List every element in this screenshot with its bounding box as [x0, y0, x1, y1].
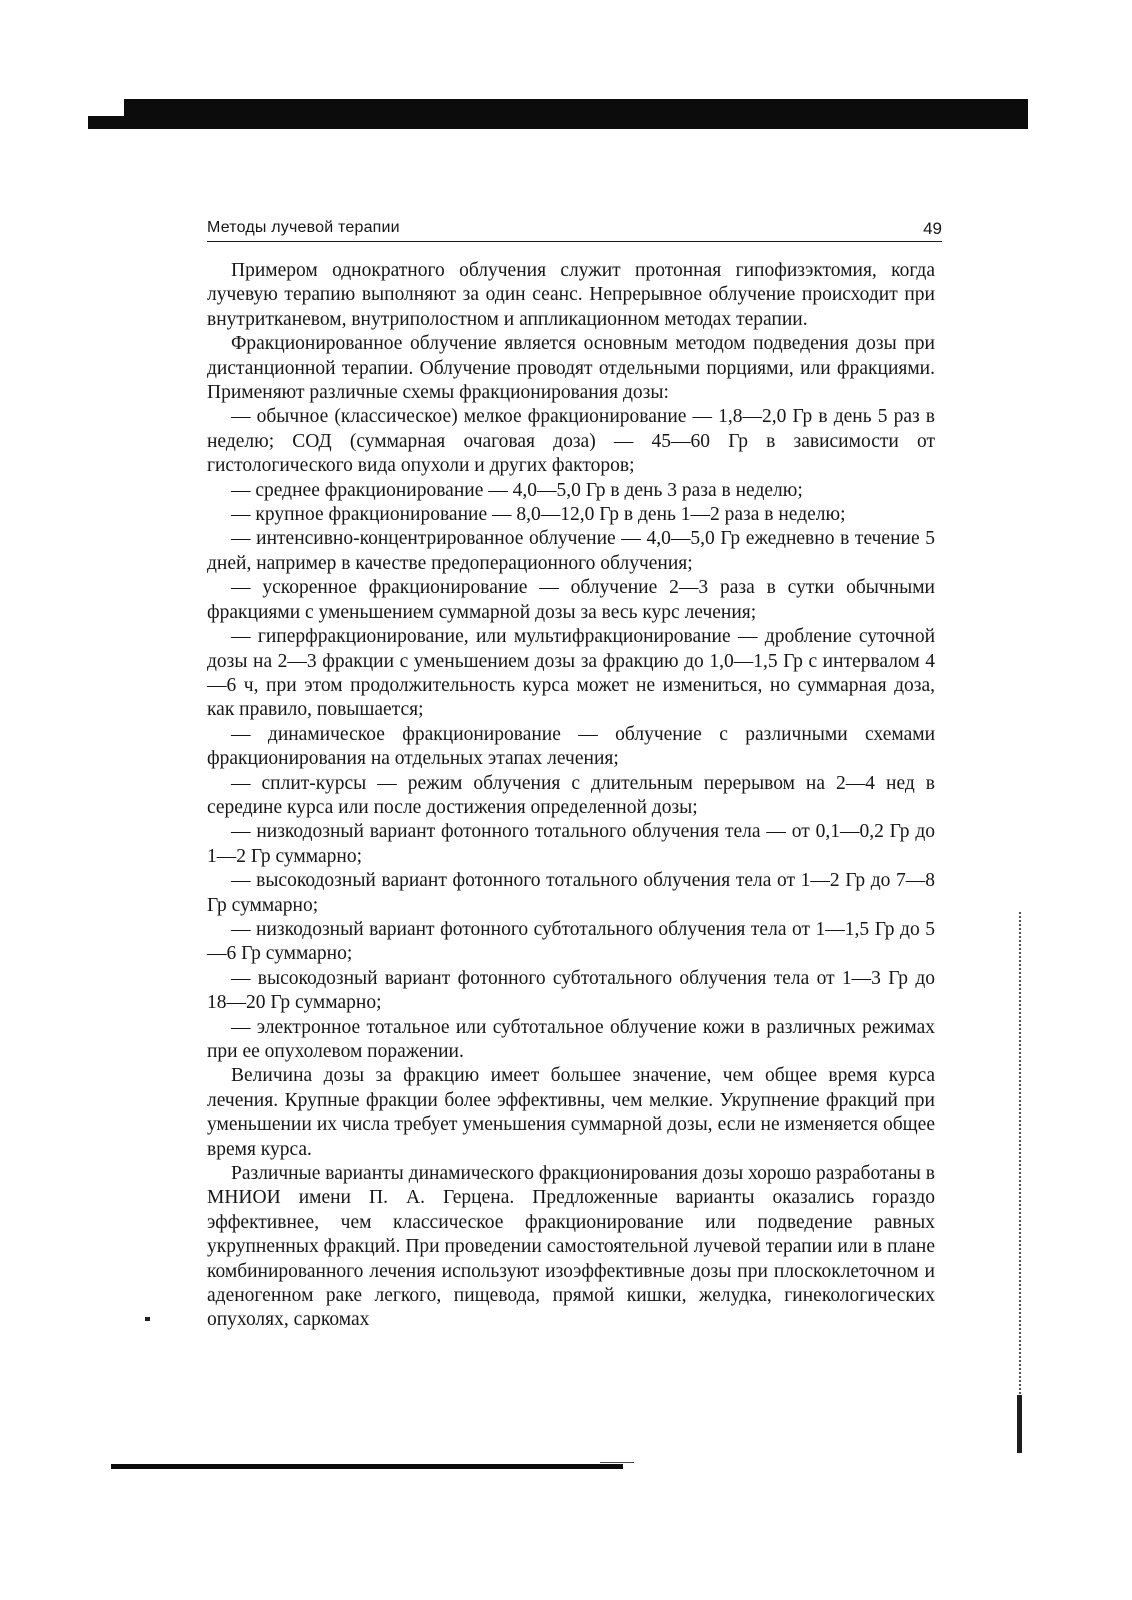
- list-item: — интенсивно-концентрированное облучение — 4,0—5,0 Гр ежедневно в течение 5 дней, например в качестве предоперационного облучения;: [207, 528, 935, 574]
- page-number: 49: [923, 219, 942, 238]
- body-text: [207, 259, 935, 1333]
- list-item: — низкодозный вариант фотонного тотального облучения тела — от 0,1—0,2 Гр до 1—2 Гр суммарно;: [207, 821, 935, 867]
- list-item: — электронное тотальное или субтотальное облучение кожи в различных режимах при ее опухолевом поражении.: [207, 1016, 935, 1062]
- list-item: — ускоренное фракционирование — облучение 2—3 раза в сутки обычными фракциями с уменьшением суммарной дозы за весь курс лечения;: [207, 577, 935, 623]
- top-decorative-bar: [124, 99, 1028, 129]
- scan-speck: [145, 1317, 150, 1321]
- list-item: — среднее фракционирование — 4,0—5,0 Гр в день 3 раза в неделю;: [231, 479, 803, 501]
- paragraph: Величина дозы за фракцию имеет большее значение, чем общее время курса лечения. Крупные фракции более эффективны, чем мелкие. Укрупнение фракций при уменьшении их числа требует уменьшения суммарной дозы, если не изменяется общее время курса.: [207, 1065, 935, 1160]
- list-item: — динамическое фракционирование — облучение с различными схемами фракционирования на отдельных этапах лечения;: [207, 723, 935, 770]
- paragraph: Примером однократного облучения служит протонная гипофизэктомия, когда лучевую терапию выполняют за один сеанс. Непрерывное облучение происходит при внутритканевом, внутриполостном и аппликационном методах терапии.: [207, 260, 935, 330]
- paragraph: Фракционированное облучение является основным методом подведения дозы при дистанционной терапии. Облучение проводят отдельными порциями, или фракциями. Применяют различные схемы фракционирования дозы:: [207, 333, 935, 404]
- page-edge-shadow-dark: [1017, 1395, 1022, 1453]
- list-item: — низкодозный вариант фотонного субтотального облучения тела от 1—1,5 Гр до 5—6 Гр суммарно;: [207, 918, 935, 965]
- page-edge-shadow: [1019, 912, 1021, 1450]
- list-item: — сплит-курсы — режим облучения с длительным перерывом на 2—4 нед в середине курса или после достижения определенной дозы;: [207, 772, 935, 818]
- top-bar-tab: [88, 116, 158, 129]
- paragraph: Различные варианты динамического фракционирования дозы хорошо разработаны в МНИОИ имени П. А. Герцена. Предложенные варианты оказались гораздо эффективнее, чем классическое фракционирование или подведение равных укрупненных фракций. При проведении самостоятельной лучевой терапии или в плане комбинированного лечения используют изоэффективные дозы при плоскоклеточном и аденогенном раке легкого, пищевода, прямой кишки, желудка, гинекологических опухолях, саркомах: [207, 1163, 935, 1331]
- chapter-title: Методы лучевой терапии: [207, 219, 400, 236]
- bottom-decorative-rule: [111, 1464, 623, 1469]
- list-item: — крупное фракционирование — 8,0—12,0 Гр в день 1—2 раза в неделю;: [231, 504, 846, 526]
- list-item: — обычное (классическое) мелкое фракционирование — 1,8—2,0 Гр в день 5 раз в неделю; СОД (суммарная очаговая доза) — 45—60 Гр в зависимости от гистологического вида опухоли и других факторов;: [207, 406, 935, 477]
- bottom-rule-tail: [600, 1462, 634, 1463]
- list-item: — высокодозный вариант фотонного субтотального облучения тела от 1—3 Гр до 18—20 Гр суммарно;: [207, 967, 935, 1014]
- list-item: — высокодозный вариант фотонного тотального облучения тела от 1—2 Гр до 7—8 Гр суммарно;: [207, 870, 935, 916]
- list-item: — гиперфракционирование, или мультифракционирование — дробление суточной дозы на 2—3 фракции с уменьшением дозы за фракцию до 1,0—1,5 Гр с интервалом 4—6 ч, при этом продолжительность курса может не измениться, но суммарная доза, как правило, повышается;: [207, 626, 935, 721]
- running-header: [207, 219, 942, 242]
